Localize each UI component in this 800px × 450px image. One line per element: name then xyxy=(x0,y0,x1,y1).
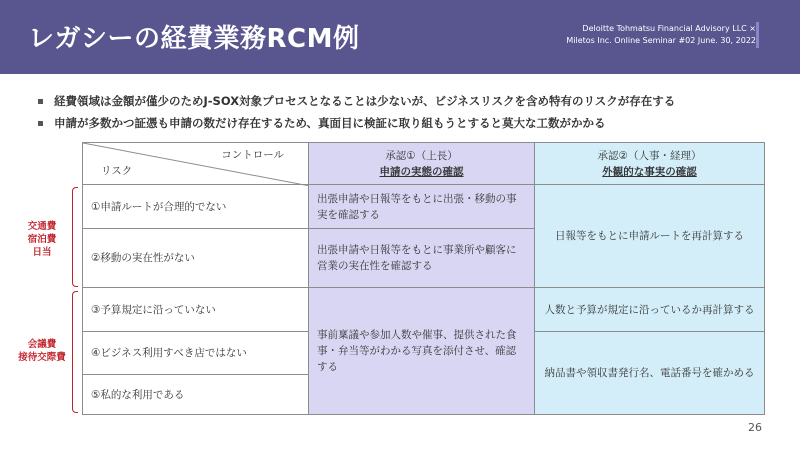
group-line: 会議費 xyxy=(27,339,57,350)
risk-cell xyxy=(82,228,309,288)
control-cell xyxy=(308,184,535,229)
risk-text: ①申請ルートが合理的でない xyxy=(91,200,227,213)
control-text: 出張申請や日報等をもとに出張・移動の事実を確認する xyxy=(317,192,517,221)
risk-cell xyxy=(82,374,309,415)
column-header-title: 承認②（人事・経理） xyxy=(597,149,702,162)
corner-risk-label: リスク xyxy=(101,165,133,177)
page-number: 26 xyxy=(748,421,762,434)
control-text: 納品書や領収書発行名、電話番号を確かめる xyxy=(544,367,755,379)
table-corner-cell xyxy=(82,142,309,185)
control-cell xyxy=(308,287,535,415)
risk-text: ③予算規定に沿っていない xyxy=(91,303,216,316)
group-line: 交通費 xyxy=(27,221,57,232)
corner-control-label: コントロール xyxy=(221,149,284,161)
credit-line-1: Deloitte Tohmatsu Financial Advisory LLC × xyxy=(582,24,756,33)
bullet-item xyxy=(38,90,778,112)
column-header-title: 承認①（上長） xyxy=(385,149,458,162)
column-header-subtitle: 外観的な事実の確認 xyxy=(602,165,697,178)
column-header-subtitle: 申請の実態の確認 xyxy=(379,165,464,178)
bullet-text: 経費領域は金額が僅少のためJ-SOX対象プロセスとなることは少ないが、ビジネスリスクを含め特有のリスクが存在する xyxy=(54,94,676,108)
control-cell xyxy=(534,331,765,415)
bullet-list xyxy=(38,90,778,134)
group-label-meeting xyxy=(10,338,74,364)
group-line: 接待交際費 xyxy=(18,352,66,363)
title-bar xyxy=(0,0,800,74)
risk-text: ⑤私的な利用である xyxy=(91,388,185,401)
risk-cell xyxy=(82,331,309,375)
seminar-credit xyxy=(566,23,756,47)
credit-accent-bar xyxy=(756,22,759,48)
bullet-item xyxy=(38,112,778,134)
risk-text: ④ビジネス利用すべき店ではない xyxy=(91,347,247,359)
control-text: 日報等をもとに申請ルートを再計算する xyxy=(555,230,744,242)
group-line: 日当 xyxy=(32,247,52,258)
group-label-travel xyxy=(14,220,70,259)
group-bracket-travel xyxy=(72,187,78,287)
risk-text: ②移動の実在性がない xyxy=(91,252,195,264)
credit-line-2: Miletos Inc. Online Seminar #02 June. 30, 2022 xyxy=(566,36,756,45)
column-header-approval-2 xyxy=(534,142,765,185)
bullet-text: 申請が多数かつ証憑も申請の数だけ存在するため、真面目に検証に取り組もうとすると莫大な工数がかかる xyxy=(54,116,606,130)
control-cell xyxy=(534,287,765,332)
control-cell xyxy=(534,184,765,288)
control-text: 事前稟議や参加人数や催事、提供された食事・弁当等がわかる写真を添付させ、確認する xyxy=(317,329,517,373)
slide-title: レガシーの経費業務RCM例 xyxy=(28,24,360,54)
control-cell xyxy=(308,228,535,288)
square-bullet-icon xyxy=(38,121,43,126)
group-line: 宿泊費 xyxy=(27,234,57,245)
group-bracket-meeting xyxy=(72,291,78,413)
square-bullet-icon xyxy=(38,99,43,104)
risk-cell xyxy=(82,184,309,229)
risk-cell xyxy=(82,287,309,332)
control-text: 人数と予算が規定に沿っているか再計算する xyxy=(544,303,755,316)
column-header-approval-1 xyxy=(308,142,535,185)
control-text: 出張申請や日報等をもとに事業所や顧客に営業の実在性を確認する xyxy=(317,244,517,272)
